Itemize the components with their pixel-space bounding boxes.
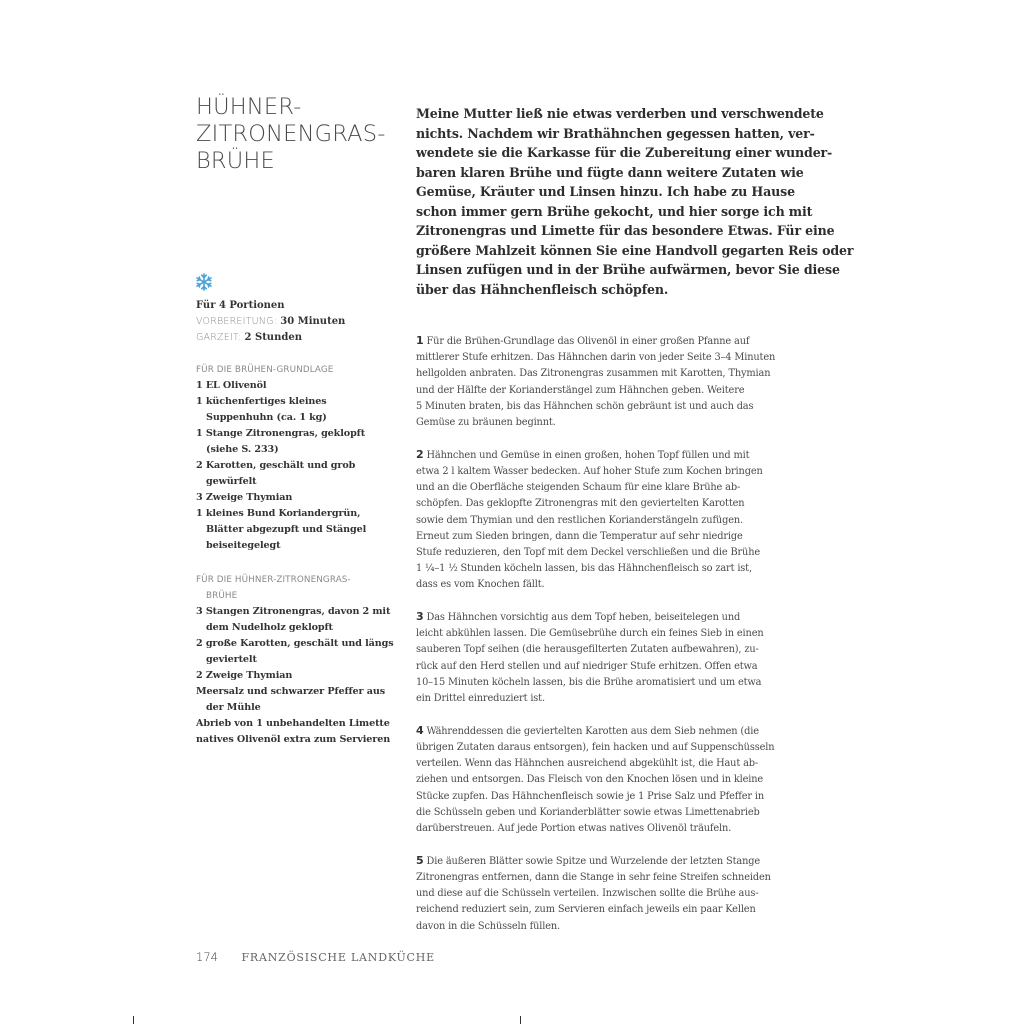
- step-text: Währenddessen die geviertelten Karotten aus dem Sieb nehmen (die: [426, 725, 759, 737]
- step-line: dass es vom Knochen fällt.: [416, 579, 545, 591]
- recipe-title: [196, 94, 396, 175]
- step-line: [416, 447, 846, 464]
- intro-line: Linsen zufügen und in der Brühe aufwärmen, bevor Sie diese: [416, 262, 840, 277]
- ingredient-item: 1 küchenfertiges kleines Suppenhuhn (ca. 1 kg): [196, 396, 327, 423]
- portions: Für 4 Portionen: [196, 300, 285, 311]
- chapter-title: FRANZÖSISCHE LANDKÜCHE: [241, 951, 435, 964]
- cook-value: 2 Stunden: [244, 332, 302, 343]
- prep-value: 30 Minuten: [280, 316, 346, 327]
- step-line: 10–15 Minuten köcheln lassen, bis die Brühe aromatisiert und um etwa: [416, 676, 762, 688]
- intro-line: über das Hähnchenfleisch schöpfen.: [416, 281, 669, 297]
- ingredient-section: [196, 362, 396, 554]
- step-line: die Schüsseln geben und Korianderblätter sowie etwas Limettenabrieb: [416, 806, 760, 818]
- ingredient-heading: [196, 362, 396, 378]
- step-line: sowie dem Thymian und den restlichen Korianderstängeln zufügen.: [416, 514, 743, 526]
- ingredient-heading-line: BRÜHE: [206, 591, 238, 601]
- ingredient-section: [196, 572, 396, 748]
- page-number: 174: [196, 950, 218, 964]
- step-line: Stücke zupfen. Das Hähnchenfleisch sowie je 1 Prise Salz und Pfeffer in: [416, 790, 764, 802]
- cook-time: [196, 330, 396, 346]
- step-line: übrigen Zutaten daraus entsorgen), fein hacken und auf Suppenschüsseln: [416, 741, 775, 753]
- intro-line: Meine Mutter ließ nie etwas verderben und verschwendete: [416, 106, 824, 121]
- step-line: Erneut zum Sieden bringen, dann die Temperatur auf sehr niedrige: [416, 530, 743, 542]
- step-line: hellgolden anbraten. Das Zitronengras zusammen mit Karotten, Thymian: [416, 368, 771, 380]
- step-line: und der Hälfte der Korianderstängel zum Hähnchen geben. Weitere: [416, 384, 745, 396]
- step-text: Das Hähnchen vorsichtig aus dem Topf heben, beiseitelegen und: [426, 612, 741, 624]
- step-line: Stufe reduzieren, den Topf mit dem Deckel verschließen und die Brühe: [416, 546, 761, 558]
- intro-line: wendete sie die Karkasse für die Zubereitung einer wunder-: [416, 145, 833, 160]
- method-step: [416, 609, 846, 707]
- method-step: [416, 723, 846, 837]
- step-number: 4: [416, 723, 424, 737]
- ingredient-item: 3 Zweige Thymian: [196, 492, 293, 503]
- intro-line: Gemüse, Kräuter und Linsen hinzu. Ich habe zu Hause: [416, 184, 795, 199]
- ingredient-item: natives Olivenöl extra zum Servieren: [196, 734, 391, 745]
- step-line: [416, 723, 846, 740]
- ingredient-list: [196, 378, 396, 554]
- step-text: Die äußeren Blätter sowie Spitze und Wurzelende der letzten Stange: [426, 855, 761, 867]
- step-line: ziehen und entsorgen. Das Fleisch von den Knochen lösen und in kleine: [416, 774, 764, 786]
- crop-mark: [133, 1016, 134, 1024]
- method-step: [416, 333, 846, 431]
- prep-time: [196, 314, 396, 330]
- step-line: darüberstreuen. Auf jede Portion etwas natives Olivenöl träufeln.: [416, 822, 732, 834]
- ingredient-heading: [196, 572, 396, 604]
- step-line: und an die Oberfläche steigenden Schaum für eine klare Brühe ab-: [416, 482, 741, 494]
- step-line: 1 ¼–1 ½ Stunden köcheln lassen, bis das Hähnchenfleisch so zart ist,: [416, 563, 752, 575]
- method-step: [416, 853, 846, 935]
- crop-mark: [520, 1016, 521, 1024]
- step-line: leicht abkühlen lassen. Die Gemüsebrühe durch ein feines Sieb in einen: [416, 628, 764, 640]
- method-steps: [416, 333, 846, 950]
- step-line: davon in die Schüsseln füllen.: [416, 920, 560, 932]
- ingredient-item: 1 Stange Zitronengras, geklopft (siehe S. 233): [196, 428, 366, 455]
- step-line: 5 Minuten braten, bis das Hähnchen schön gebräunt ist und auch das: [416, 400, 754, 412]
- cook-label: GARZEIT:: [196, 332, 242, 343]
- step-line: verteilen. Wenn das Hähnchen ausreichend abgekühlt ist, die Haut ab-: [416, 758, 759, 770]
- prep-label: VORBEREITUNG:: [196, 316, 278, 327]
- recipe-title-line: ZITRONENGRAS-: [196, 121, 386, 147]
- step-line: mittlerer Stufe erhitzen. Das Hähnchen darin von jeder Seite 3–4 Minuten: [416, 352, 776, 364]
- ingredient-item: Abrieb von 1 unbehandelten Limette: [196, 718, 390, 729]
- step-line: sauberen Topf seihen (die herausgefilterten Zutaten aufbewahren), zu-: [416, 644, 759, 656]
- intro-line: Zitronengras und Limette für das besondere Etwas. Für eine: [416, 223, 835, 238]
- ingredient-item: 1 kleines Bund Koriandergrün, Blätter abgezupft und Stängel beiseitegelegt: [196, 508, 367, 551]
- recipe-title-line: BRÜHE: [196, 148, 275, 174]
- step-number: 5: [416, 853, 424, 867]
- ingredient-item: Meersalz und schwarzer Pfeffer aus der Mühle: [196, 686, 386, 713]
- step-number: 1: [416, 334, 424, 347]
- recipe-title-line: HÜHNER-: [196, 94, 302, 120]
- step-text: Für die Brühen-Grundlage das Olivenöl in einer großen Pfanne auf: [426, 336, 750, 347]
- ingredient-item: 1 EL Olivenöl: [196, 380, 267, 391]
- step-line: [416, 853, 846, 870]
- ingredient-item: 3 Stangen Zitronengras, davon 2 mit dem Nudelholz geklopft: [196, 606, 391, 633]
- step-text: Hähnchen und Gemüse in einen großen, hohen Topf füllen und mit: [426, 449, 750, 461]
- ingredient-item: 2 Zweige Thymian: [196, 670, 293, 681]
- step-line: [416, 333, 846, 350]
- intro-line: nichts. Nachdem wir Brathähnchen gegessen hatten, ver-: [416, 125, 815, 141]
- snowflake-icon: [195, 273, 213, 291]
- step-line: und diese auf die Schüsseln verteilen. Inzwischen sollte die Brühe aus-: [416, 888, 759, 900]
- ingredient-heading-line: FÜR DIE HÜHNER-ZITRONENGRAS-: [196, 575, 351, 585]
- recipe-meta: [196, 298, 396, 346]
- step-line: ein Drittel einreduziert ist.: [416, 693, 545, 705]
- step-line: Gemüse zu bräunen beginnt.: [416, 417, 556, 429]
- method-step: [416, 447, 846, 594]
- step-line: schöpfen. Das geklopfte Zitronengras mit den geviertelten Karotten: [416, 498, 745, 510]
- intro-line: baren klaren Brühe und fügte dann weitere Zutaten wie: [416, 164, 804, 180]
- intro-paragraph: [416, 104, 854, 299]
- ingredient-heading-line: FÜR DIE BRÜHEN-GRUNDLAGE: [196, 365, 334, 375]
- ingredient-item: 2 große Karotten, geschält und längs geviertelt: [196, 638, 394, 665]
- step-line: etwa 2 l kaltem Wasser bedecken. Auf hoher Stufe zum Kochen bringen: [416, 465, 763, 477]
- step-line: Zitronengras entfernen, dann die Stange in sehr feine Streifen schneiden: [416, 871, 771, 883]
- ingredient-list: [196, 604, 396, 748]
- intro-line: schon immer gern Brühe gekocht, und hier sorge ich mit: [416, 203, 813, 219]
- step-number: 3: [416, 610, 424, 624]
- ingredient-item: 2 Karotten, geschält und grob gewürfelt: [196, 460, 356, 487]
- step-line: reichend reduziert sein, zum Servieren einfach jeweils ein paar Kellen: [416, 904, 756, 916]
- step-number: 2: [416, 447, 424, 461]
- intro-line: größere Mahlzeit können Sie eine Handvoll gegarten Reis oder: [416, 242, 854, 258]
- page-footer: [196, 950, 435, 964]
- step-line: [416, 609, 846, 626]
- step-line: rück auf den Herd stellen und auf niedriger Stufe erhitzen. Offen etwa: [416, 660, 758, 672]
